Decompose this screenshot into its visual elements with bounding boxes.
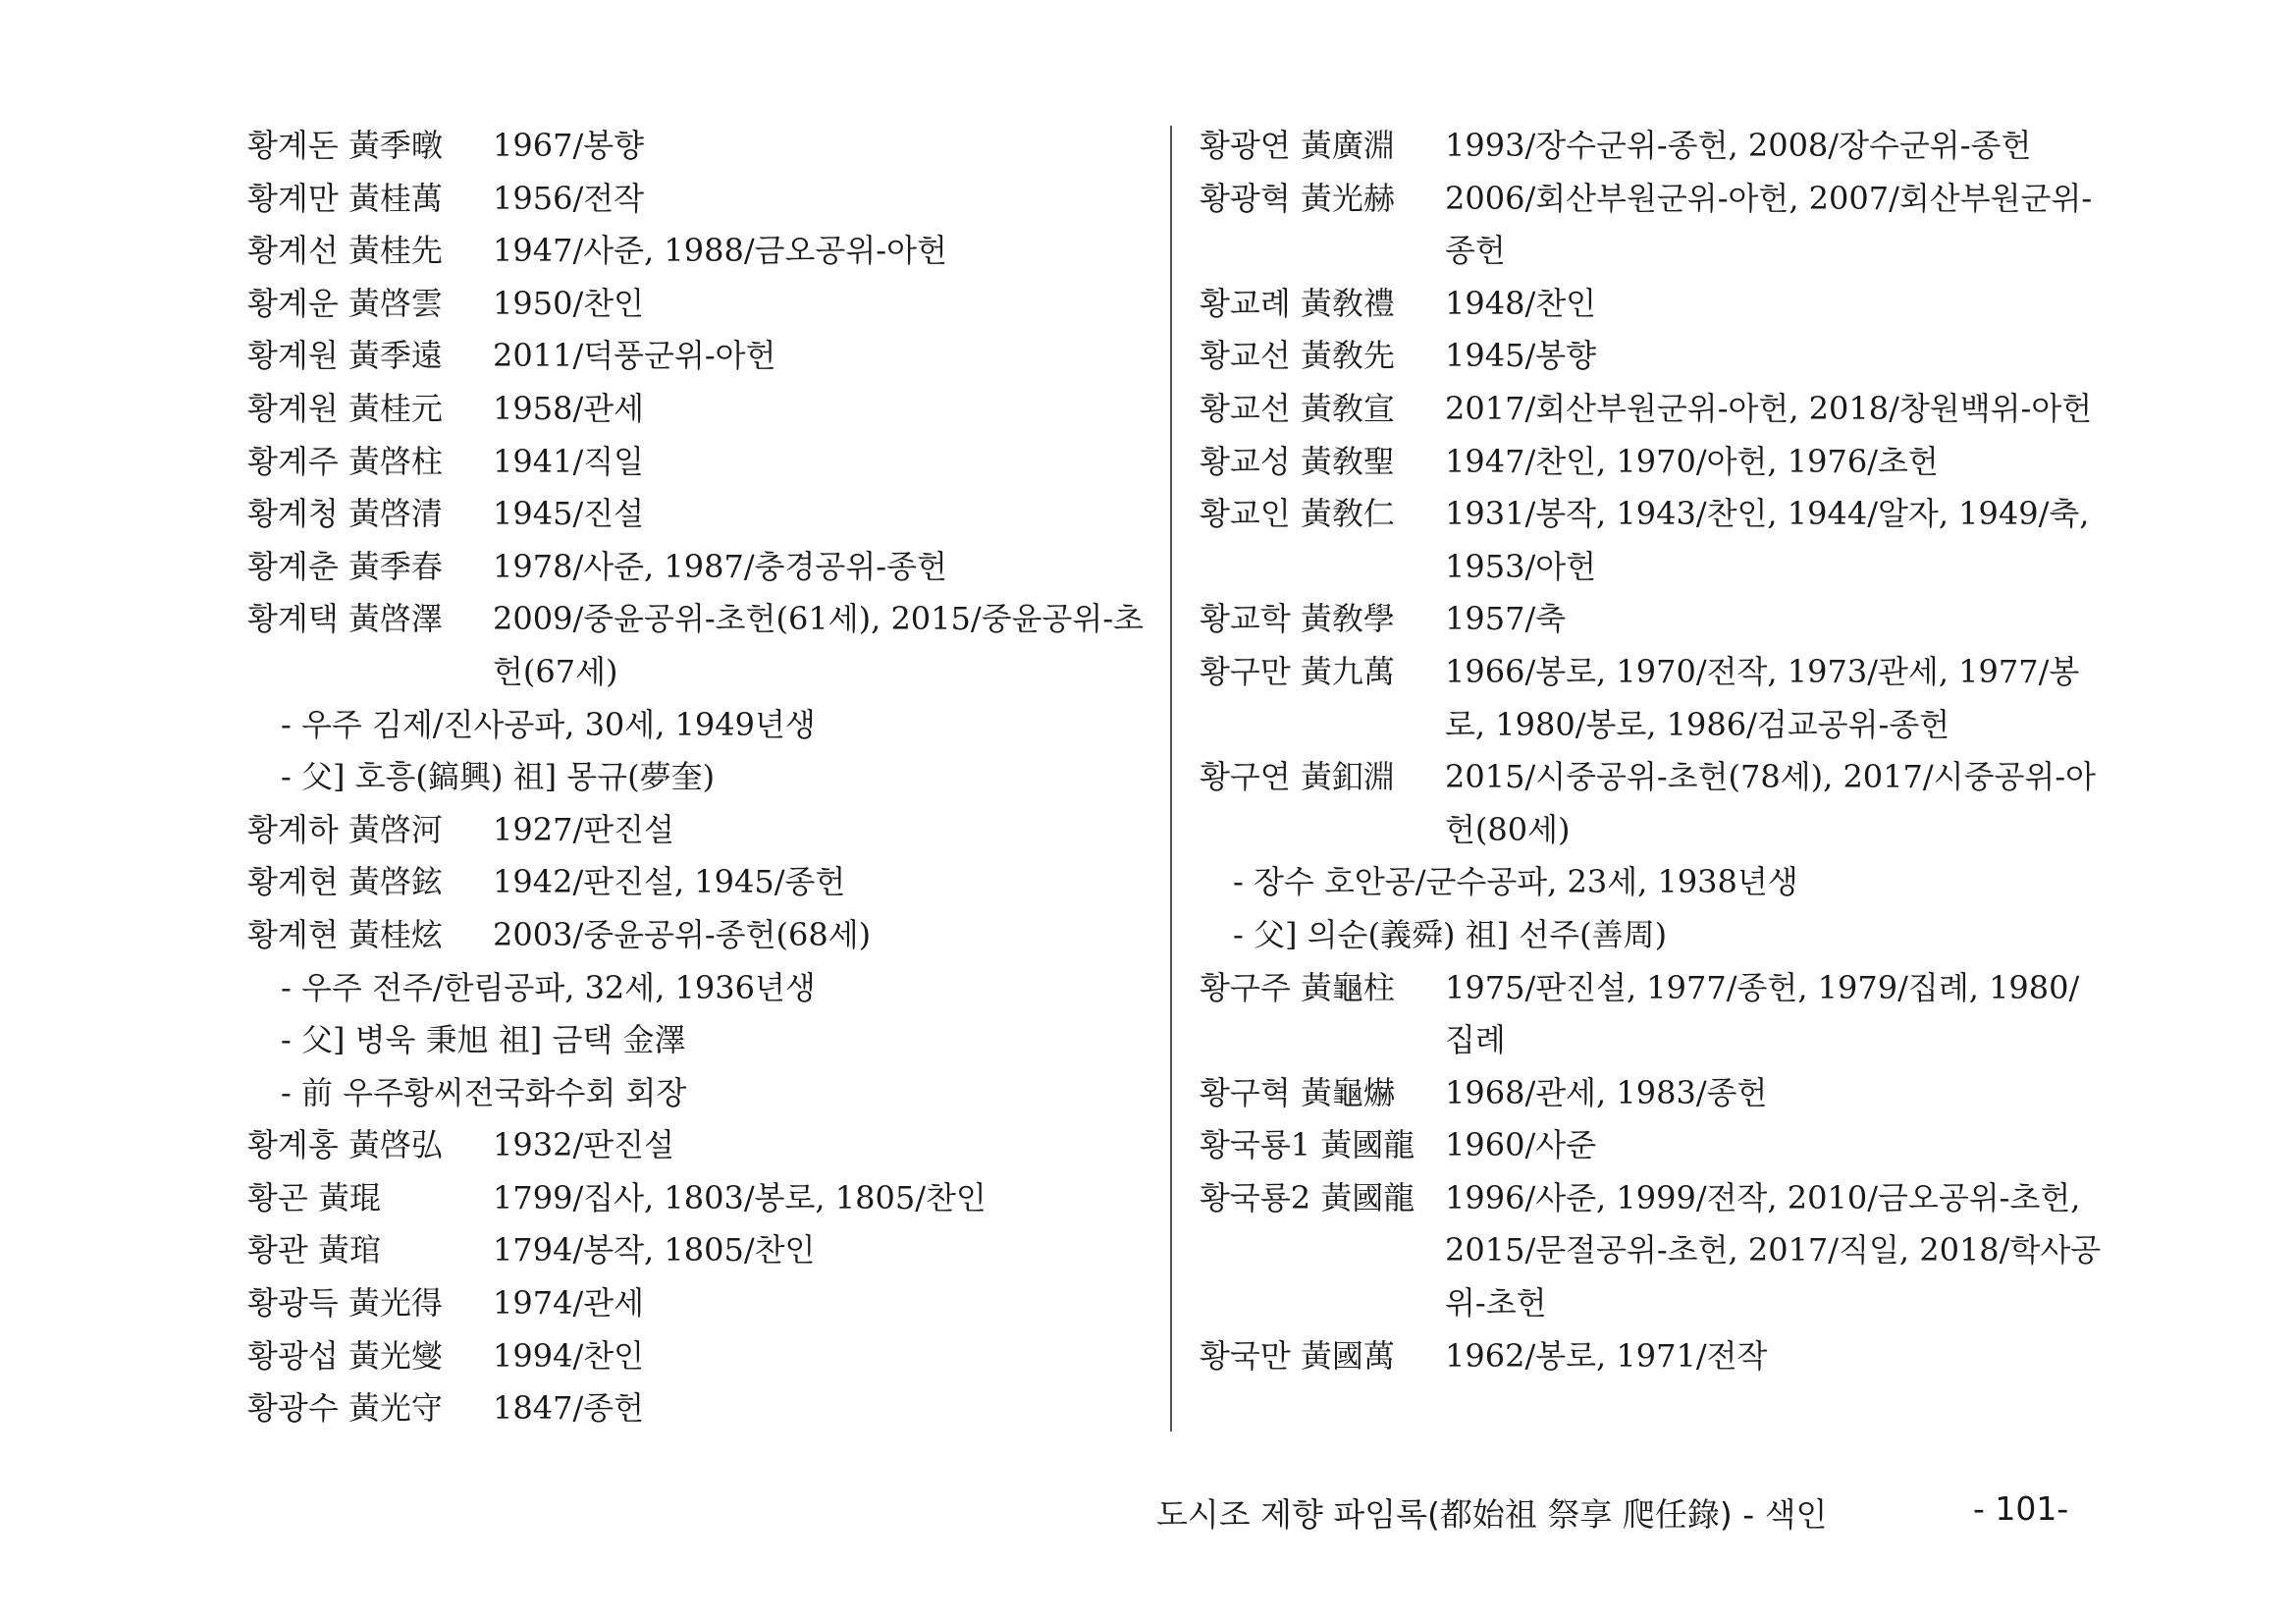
index-entry [247, 804, 1150, 857]
entry-detail: 1932/판진설 [493, 1126, 674, 1164]
entry-detail: 1941/직일 [493, 442, 645, 480]
entry-name: 황계현 黃啓鉉 [247, 863, 443, 901]
index-entry [1200, 278, 2103, 331]
index-entry [247, 120, 1150, 173]
entry-detail: 1945/봉향 [1445, 337, 1597, 375]
index-entry [1200, 593, 2103, 646]
entry-name: 황계원 黃桂元 [247, 389, 443, 427]
page-number: - 101- [1973, 1489, 2069, 1528]
entry-name: 황계운 黃啓雲 [247, 284, 443, 322]
index-entry [247, 436, 1150, 489]
entry-name: 황교선 黃敎宣 [1200, 389, 1395, 427]
index-entry [247, 1172, 1150, 1225]
entry-detail: 1978/사준, 1987/충경공위-종헌 [493, 547, 947, 585]
entry-detail: 1994/찬인 [493, 1336, 645, 1375]
index-entry [247, 383, 1150, 436]
index-entry [247, 225, 1150, 278]
entry-detail: 1794/봉작, 1805/찬인 [493, 1231, 816, 1270]
index-entry [247, 856, 1150, 909]
entry-detail: 1950/찬인 [493, 284, 645, 322]
entry-note: - 우주 김제/진사공파, 30세, 1949년생 [281, 705, 816, 743]
index-entry [247, 1224, 1150, 1277]
entry-name: 황계택 黃啓澤 [247, 600, 443, 638]
entry-name: 황교학 黃敎學 [1200, 600, 1395, 638]
index-entry [1200, 1330, 2103, 1383]
index-entry [247, 1330, 1150, 1383]
entry-name: 황구만 黃九萬 [1200, 652, 1395, 690]
entry-name: 황계춘 黃季春 [247, 547, 443, 585]
entry-name: 황계현 黃桂炫 [247, 915, 443, 953]
entry-name: 황계돈 黃季暾 [247, 127, 443, 164]
entry-name: 황계주 黃啓柱 [247, 442, 443, 480]
entry-detail: 1962/봉로, 1971/전작 [1445, 1336, 1768, 1375]
index-entry [1200, 646, 2103, 751]
index-entry [1200, 173, 2103, 278]
index-entry [247, 330, 1150, 383]
index-entry [1200, 330, 2103, 383]
index-entry [247, 1382, 1150, 1435]
entry-name: 황광연 黃廣淵 [1200, 127, 1395, 164]
entry-detail: 1958/관세 [493, 389, 645, 427]
entry-note: - 父] 의순(義舜) 祖] 선주(善周) [1233, 915, 1668, 953]
entry-detail: 1996/사준, 1999/전작, 2010/금오공위-초헌, 2015/문절공위-초헌, 2017/직일, 2018/학사공위-초헌 [1445, 1178, 2102, 1323]
index-entry [1200, 751, 2103, 856]
entry-name: 황교선 黃敎先 [1200, 337, 1395, 375]
index-entry [1200, 436, 2103, 489]
entry-name: 황계청 黃啓清 [247, 495, 443, 533]
entry-name: 황광혁 黃光赫 [1200, 179, 1395, 217]
entry-detail: 1799/집사, 1803/봉로, 1805/찬인 [493, 1178, 987, 1216]
entry-name: 황광섭 黃光燮 [247, 1336, 443, 1375]
index-entry [247, 1119, 1150, 1172]
entry-note: - 장수 호안공/군수공파, 23세, 1938년생 [1233, 863, 1798, 901]
entry-name: 황교례 黃敎禮 [1200, 284, 1395, 322]
index-entry [1200, 488, 2103, 593]
entry-name: 황구혁 黃龜爀 [1200, 1073, 1395, 1111]
entry-detail: 2017/회산부원군위-아헌, 2018/창원백위-아헌 [1445, 389, 2093, 427]
entry-name: 황국룡2 黃國龍 [1200, 1178, 1415, 1216]
entry-note: - 父] 병욱 秉旭 祖] 금택 金澤 [281, 1021, 686, 1059]
index-entry [247, 1277, 1150, 1330]
entry-detail: 2011/덕풍군위-아헌 [493, 337, 776, 375]
entry-detail: 1957/축 [1445, 600, 1567, 638]
entry-name: 황계선 黃桂先 [247, 232, 443, 270]
footer-title: 도시조 제향 파임록(都始祖 祭享 爬任錄) - 색인 [1156, 1495, 1828, 1534]
entry-detail: 1993/장수군위-종헌, 2008/장수군위-종헌 [1445, 127, 2032, 164]
entry-detail: 1945/진설 [493, 495, 645, 533]
entry-detail: 1942/판진설, 1945/종헌 [493, 863, 846, 901]
entry-detail: 1931/봉작, 1943/찬인, 1944/알자, 1949/축, 1953/아헌 [1445, 495, 2090, 585]
entry-detail: 2015/시중공위-초헌(78세), 2017/시중공위-아헌(80세) [1445, 758, 2097, 848]
entry-detail: 1948/찬인 [1445, 284, 1597, 322]
entry-detail: 1956/전작 [493, 179, 645, 217]
entry-detail: 1975/판진설, 1977/종헌, 1979/집례, 1980/집례 [1445, 968, 2080, 1059]
entry-name: 황계홍 黃啓弘 [247, 1126, 443, 1164]
entry-detail: 2009/중윤공위-초헌(61세), 2015/중윤공위-초헌(67세) [493, 600, 1145, 690]
entry-detail: 1974/관세 [493, 1284, 645, 1323]
entry-detail: 1967/봉향 [493, 127, 645, 164]
entry-name: 황교인 黃敎仁 [1200, 495, 1395, 533]
entry-name: 황관 黃琯 [247, 1231, 381, 1270]
index-entry [247, 593, 1150, 698]
index-entry [247, 909, 1150, 962]
entry-detail: 2006/회산부원군위-아헌, 2007/회산부원군위-종헌 [1445, 179, 2093, 270]
entry-note: - 우주 전주/한림공파, 32세, 1936년생 [281, 968, 816, 1006]
entry-name: 황국만 黃國萬 [1200, 1336, 1395, 1375]
entry-detail: 1968/관세, 1983/종헌 [1445, 1073, 1768, 1111]
entry-name: 황곤 黃琨 [247, 1178, 381, 1216]
entry-detail: 1960/사준 [1445, 1126, 1597, 1164]
entry-name: 황구연 黃釦淵 [1200, 758, 1395, 796]
entry-name: 황교성 黃敎聖 [1200, 442, 1395, 480]
index-entry [247, 278, 1150, 331]
entry-name: 황계만 黃桂萬 [247, 179, 443, 217]
entry-detail: 1847/종헌 [493, 1389, 645, 1428]
right-column [1200, 120, 2103, 1382]
index-entry [1200, 383, 2103, 436]
index-entry [1200, 1119, 2103, 1172]
left-column [247, 120, 1150, 1435]
entry-detail: 1947/사준, 1988/금오공위-아헌 [493, 232, 947, 270]
entry-name: 황국룡1 黃國龍 [1200, 1126, 1415, 1164]
entry-note: - 前 우주황씨전국화수회 회장 [281, 1073, 687, 1111]
entry-name: 황계원 黃季遠 [247, 337, 443, 375]
index-entry [247, 541, 1150, 594]
entry-name: 황계하 黃啓河 [247, 810, 443, 848]
entry-name: 황구주 黃龜柱 [1200, 968, 1395, 1006]
index-entry [1200, 962, 2103, 1067]
column-divider [1170, 126, 1172, 1432]
entry-detail: 2003/중윤공위-종헌(68세) [493, 915, 872, 953]
entry-name: 황광득 黃光得 [247, 1284, 443, 1323]
index-entry [1200, 120, 2103, 173]
entry-detail: 1927/판진설 [493, 810, 674, 848]
entry-detail: 1966/봉로, 1970/전작, 1973/관세, 1977/봉로, 1980/봉로, 1986/검교공위-종헌 [1445, 652, 2080, 743]
entry-detail: 1947/찬인, 1970/아헌, 1976/초헌 [1445, 442, 1939, 480]
index-entry [247, 488, 1150, 541]
entry-name: 황광수 黃光守 [247, 1389, 443, 1428]
entry-note: - 父] 호흥(鎬興) 祖] 몽규(夢奎) [281, 758, 716, 796]
index-entry [1200, 1172, 2103, 1330]
index-entry [1200, 1067, 2103, 1120]
index-entry [247, 173, 1150, 226]
